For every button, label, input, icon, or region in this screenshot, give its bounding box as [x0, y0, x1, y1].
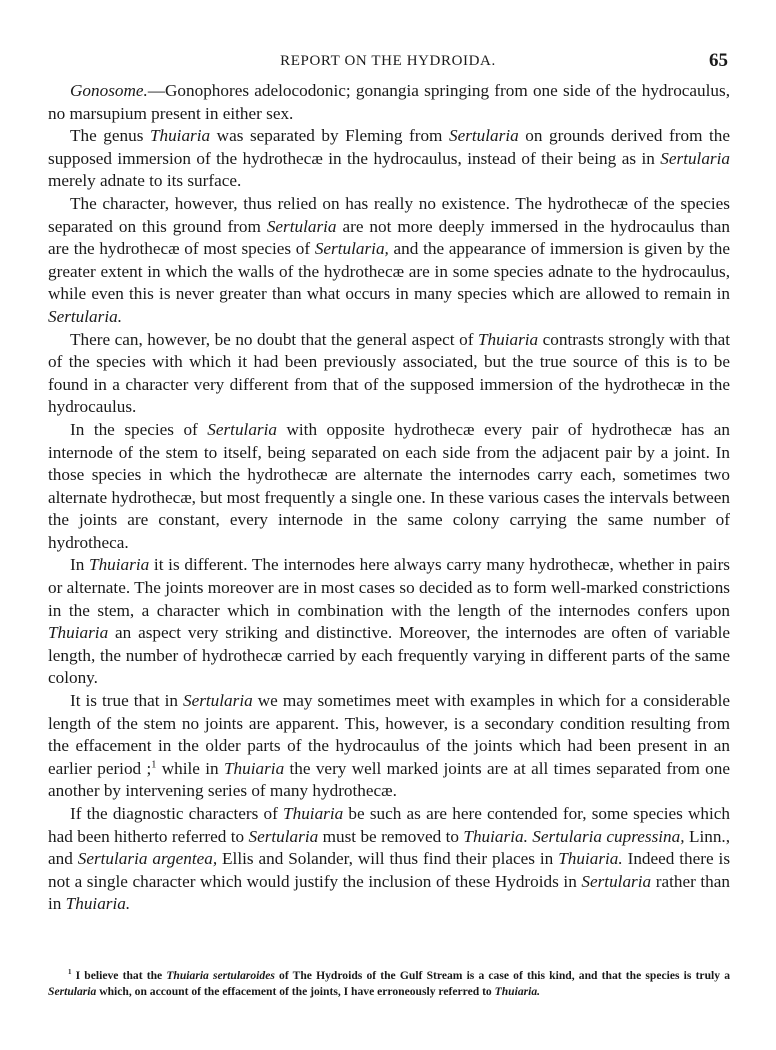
italic-text: Sertularia. [48, 306, 123, 326]
footnote [48, 968, 730, 1000]
text-run: In the species of [70, 419, 208, 439]
running-title: REPORT ON THE HYDROIDA. [280, 53, 496, 69]
italic-text: Sertularia [266, 216, 337, 236]
italic-text: Sertularia [660, 148, 730, 168]
paragraph [48, 80, 730, 125]
italic-text: Thuiaria. [558, 849, 623, 869]
italic-text: Thuiaria [223, 758, 285, 778]
italic-text: Thuiaria [149, 126, 211, 146]
text-run: and the appearance of immersion is given by the greater extent in which the walls of the hydrothecæ are in some species adnate to the hydrocaulus, while even this is never greater than what occurs in many species which are allowed to remain in [48, 239, 730, 304]
paragraph [48, 329, 730, 419]
italic-text: Sertularia [581, 871, 652, 891]
italic-text: Sertularia [448, 126, 519, 146]
italic-text: Thuiaria [48, 623, 109, 643]
text-run: it is different. The internodes here always carry many hydrothecæ, whether in pairs or alternate. The joints moreover are in most cases so decided as to form well-marked constrictions in the stem, a character which in combination with the length of the internodes confers upon [48, 555, 730, 620]
italic-text: Sertularia cupressina, [532, 826, 685, 846]
text-run: on grounds derived from the supposed immersion of the hydrothecæ in the hydrocaulus, instead of their being as in [48, 126, 730, 168]
text-run: was separated by Fleming from [210, 126, 449, 146]
italic-text: Thuiaria. [65, 894, 131, 914]
text-run: I believe that the [71, 969, 167, 982]
text-run: an aspect very striking and distinctive. Moreover, the internodes are often of variable length, the number of hydrothecæ carried by each frequently varying in different parts of the same colony. [48, 623, 730, 688]
text-run: which, on account of the effacement of the joints, I have erroneously referred to [96, 985, 495, 998]
page-header [48, 50, 728, 74]
italic-text: Sertularia argentea, [77, 849, 218, 869]
text-run: with opposite hydrothecæ every pair of hydrothecæ has an internode of the stem to itself, being separated on each side from the adjacent pair by a joint. In those species in which the hydrothecæ are alternate the internodes carry each, sometimes two alternate hydrothecæ, but most frequently a single one. In these various cases the intervals between the joints are constant, every internode in the same colony carrying the same number of hydrotheca. [48, 419, 730, 552]
italic-text: Thuiaria sertularoides [166, 969, 275, 982]
footnote-text [48, 968, 730, 1000]
text-run: be such as are here contended for, some species which had been hitherto referred to [48, 804, 730, 846]
italic-text: Thuiaria [283, 804, 344, 823]
text-run: Linn., and [48, 826, 731, 869]
text-run: The genus [70, 126, 150, 146]
text-run: the very well marked joints are at all times separated from one another by intervening series of many hydrothecæ. [48, 758, 730, 801]
paragraph [48, 803, 730, 916]
italic-text: Sertularia [183, 691, 253, 711]
body-text [48, 80, 730, 916]
text-run: There can, however, be no doubt that the general aspect of [70, 329, 478, 349]
paragraph [48, 554, 730, 690]
text-run: while in [156, 758, 224, 778]
page-number: 65 [709, 50, 728, 71]
text-run: of The Hydroids of the Gulf Stream is a case of this kind, and that the species is truly a [274, 969, 730, 982]
footnote-marker: 1 [68, 968, 72, 977]
text-run: rather than in [48, 871, 730, 914]
italic-text: Thuiaria. [494, 985, 541, 998]
paragraph [48, 193, 730, 329]
footnote-marker: 1 [151, 759, 157, 771]
text-run: are not more deeply immersed in the hydrocaulus than are the hydrothecæ of most species of [48, 216, 730, 259]
text-run: Indeed there is not a single character which would justify the inclusion of these Hydroids in [48, 849, 731, 891]
text-run: contrasts strongly with that of the species with which it had been previously associated, but the true source of this is to be found in a character very different from that of the supposed immersion of the hydrothecæ in the hydrocaulus. [48, 329, 731, 417]
italic-text: Sertularia, [314, 239, 389, 259]
italic-text: Sertularia [207, 419, 277, 439]
text-run: must be removed to [318, 826, 464, 846]
text-run: merely adnate to its surface. [48, 171, 242, 191]
text-run: If the diagnostic characters of [70, 804, 284, 823]
text-run: —Gonophores adelocodonic; gonangia springing from one side of the hydrocaulus, no marsupium present in either sex. [48, 81, 730, 123]
italic-text: Gonosome. [70, 81, 148, 100]
text-run: Ellis and Solander, will thus find their places in [217, 849, 559, 869]
paragraph [48, 690, 730, 803]
text-run: It is true that in [70, 691, 183, 711]
paragraph [48, 419, 730, 555]
italic-text: Sertularia [248, 826, 319, 846]
paragraph [48, 125, 730, 193]
italic-text: Thuiaria. [463, 826, 528, 846]
text-run: The character, however, thus relied on has really no existence. The hydrothecæ of the species separated on this ground from [48, 193, 730, 236]
text-run: we may sometimes meet with examples in which for a considerable length of the stem no joints are apparent. This, however, is a secondary condition resulting from the effacement in the older parts of the hydrocaulus of the joints which had been present in an earlier period ; [48, 691, 730, 778]
italic-text: Thuiaria [477, 329, 539, 349]
text-run: In [70, 555, 90, 575]
italic-text: Sertularia [48, 985, 97, 998]
italic-text: Thuiaria [89, 555, 150, 575]
